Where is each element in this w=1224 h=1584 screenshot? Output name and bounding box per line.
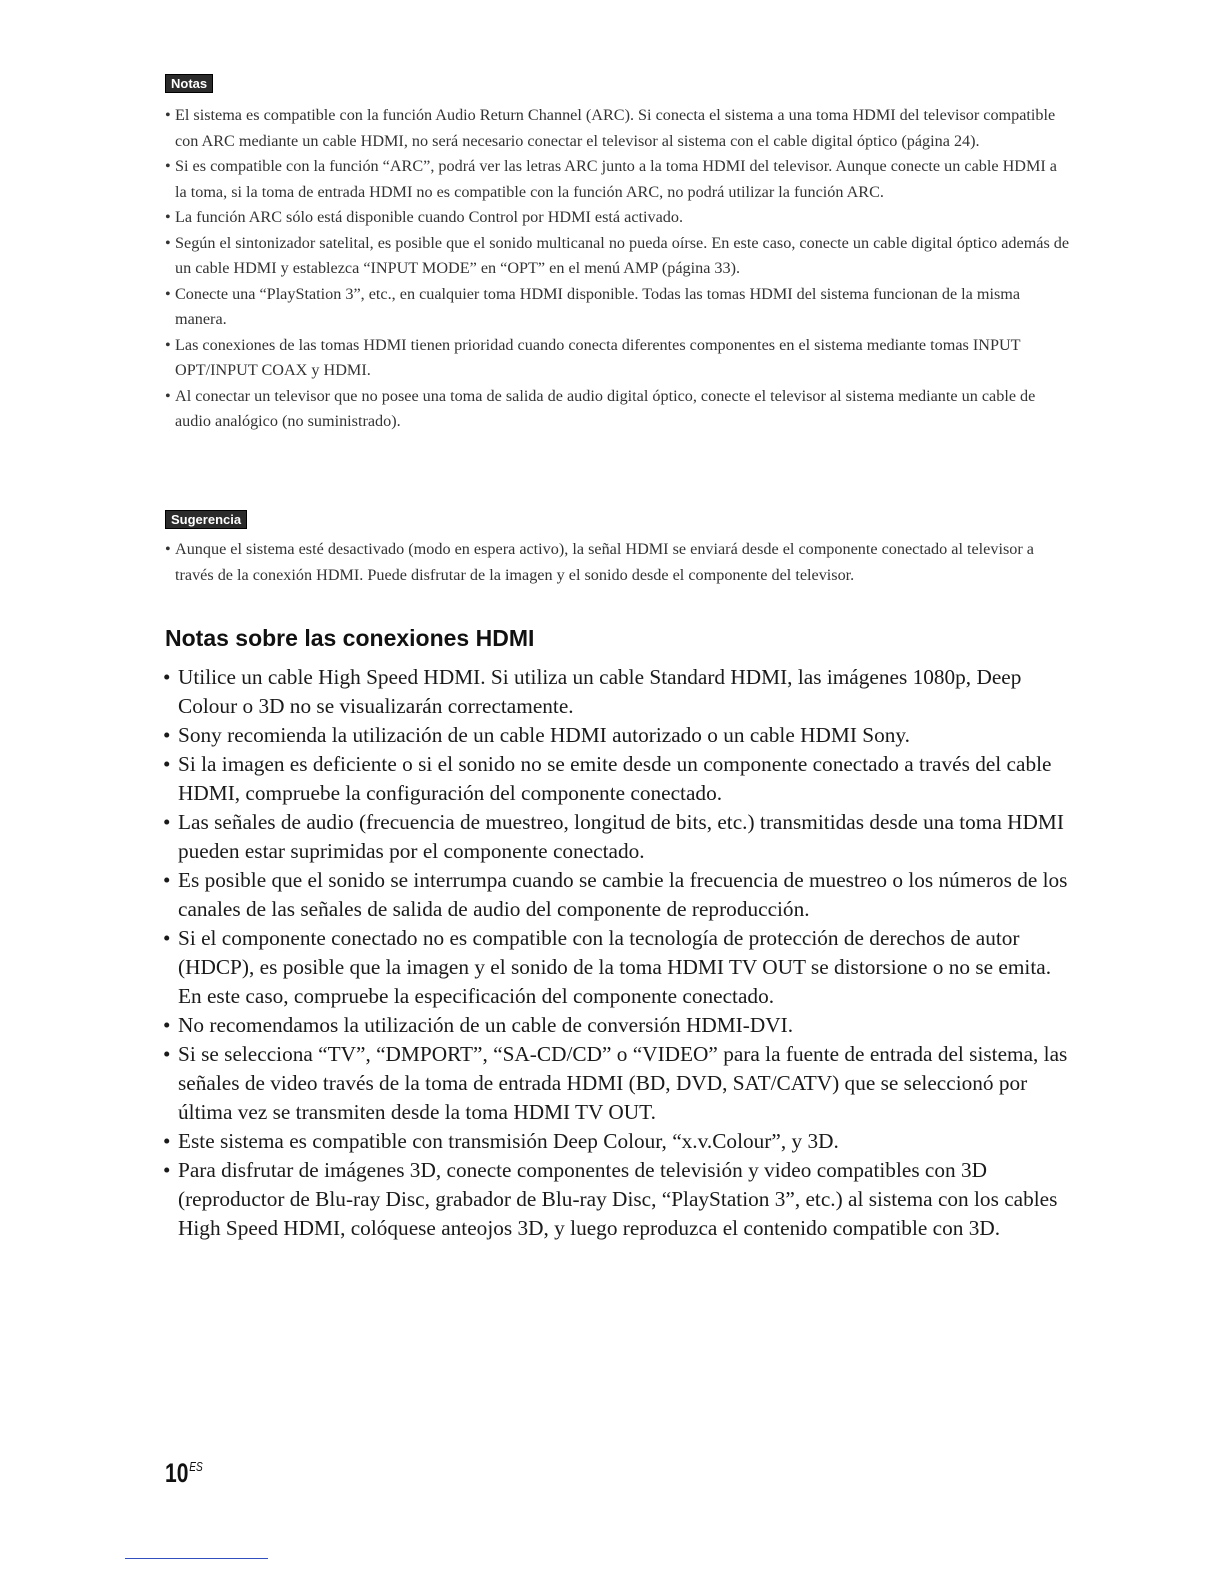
list-item: • Si el componente conectado no es compatible con la tecnología de protección de derechos de autor (HDCP), es posible que la imagen y el sonido de la toma HDMI TV OUT se distorsione o no se emita. En este caso, compruebe la especificación del componente conectado. [163, 924, 1073, 1011]
list-item: • El sistema es compatible con la función Audio Return Channel (ARC). Si conecta el sistema a una toma HDMI del televisor compatible con ARC mediante un cable HDMI, no será necesario conectar el televisor al sistema con el cable digital óptico (página 24). [165, 103, 1070, 154]
list-item: • Es posible que el sonido se interrumpa cuando se cambie la frecuencia de muestreo o los números de los canales de las señales de salida de audio del componente de reproducción. [163, 866, 1073, 924]
page-number [165, 1458, 202, 1489]
notes-label: Notas [165, 74, 213, 93]
notes-list [165, 103, 1070, 435]
list-item: • Para disfrutar de imágenes 3D, conecte componentes de televisión y video compatibles con 3D (reproductor de Blu-ray Disc, grabador de Blu-ray Disc, “PlayStation 3”, etc.) al sistema con los cables High Speed HDMI, colóquese anteojos 3D, y luego reproduzca el contenido compatible con 3D. [163, 1156, 1073, 1243]
hdmi-notes-list [163, 663, 1073, 1243]
list-item: • Este sistema es compatible con transmisión Deep Colour, “x.v.Colour”, y 3D. [163, 1127, 1073, 1156]
list-item: • No recomendamos la utilización de un cable de conversión HDMI-DVI. [163, 1011, 1073, 1040]
page-number-value: 10 [165, 1458, 189, 1488]
list-item: • Sony recomienda la utilización de un cable HDMI autorizado o un cable HDMI Sony. [163, 721, 1073, 750]
tips-list [165, 537, 1070, 588]
footer-rule [125, 1558, 268, 1559]
list-item: • La función ARC sólo está disponible cuando Control por HDMI está activado. [165, 205, 1070, 231]
list-item: • Al conectar un televisor que no posee una toma de salida de audio digital óptico, conecte el televisor al sistema mediante un cable de audio analógico (no suministrado). [165, 384, 1070, 435]
list-item: • Utilice un cable High Speed HDMI. Si utiliza un cable Standard HDMI, las imágenes 1080p, Deep Colour o 3D no se visualizarán correctamente. [163, 663, 1073, 721]
tip-label: Sugerencia [165, 510, 247, 529]
list-item: • Si es compatible con la función “ARC”, podrá ver las letras ARC junto a la toma HDMI del televisor. Aunque conecte un cable HDMI a la toma, si la toma de entrada HDMI no es compatible con la función ARC, no podrá utilizar la función ARC. [165, 154, 1070, 205]
list-item: • Si se selecciona “TV”, “DMPORT”, “SA-CD/CD” o “VIDEO” para la fuente de entrada del sistema, las señales de video través de la toma de entrada HDMI (BD, DVD, SAT/CATV) que se seleccionó por última vez se transmiten desde la toma HDMI TV OUT. [163, 1040, 1073, 1127]
section-title: Notas sobre las conexiones HDMI [165, 625, 535, 651]
list-item: • Aunque el sistema esté desactivado (modo en espera activo), la señal HDMI se enviará desde el componente conectado al televisor a través de la conexión HDMI. Puede disfrutar de la imagen y el sonido desde el componente del televisor. [165, 537, 1070, 588]
list-item: • Las conexiones de las tomas HDMI tienen prioridad cuando conecta diferentes componentes en el sistema mediante tomas INPUT OPT/INPUT COAX y HDMI. [165, 333, 1070, 384]
list-item: • Conecte una “PlayStation 3”, etc., en cualquier toma HDMI disponible. Todas las tomas HDMI del sistema funcionan de la misma manera. [165, 282, 1070, 333]
list-item: • Las señales de audio (frecuencia de muestreo, longitud de bits, etc.) transmitidas desde una toma HDMI pueden estar suprimidas por el componente conectado. [163, 808, 1073, 866]
page-language-suffix: ES [189, 1459, 203, 1474]
list-item: • Si la imagen es deficiente o si el sonido no se emite desde un componente conectado a través del cable HDMI, compruebe la configuración del componente conectado. [163, 750, 1073, 808]
list-item: • Según el sintonizador satelital, es posible que el sonido multicanal no pueda oírse. En este caso, conecte un cable digital óptico además de un cable HDMI y establezca “INPUT MODE” en “OPT” en el menú AMP (página 33). [165, 231, 1070, 282]
